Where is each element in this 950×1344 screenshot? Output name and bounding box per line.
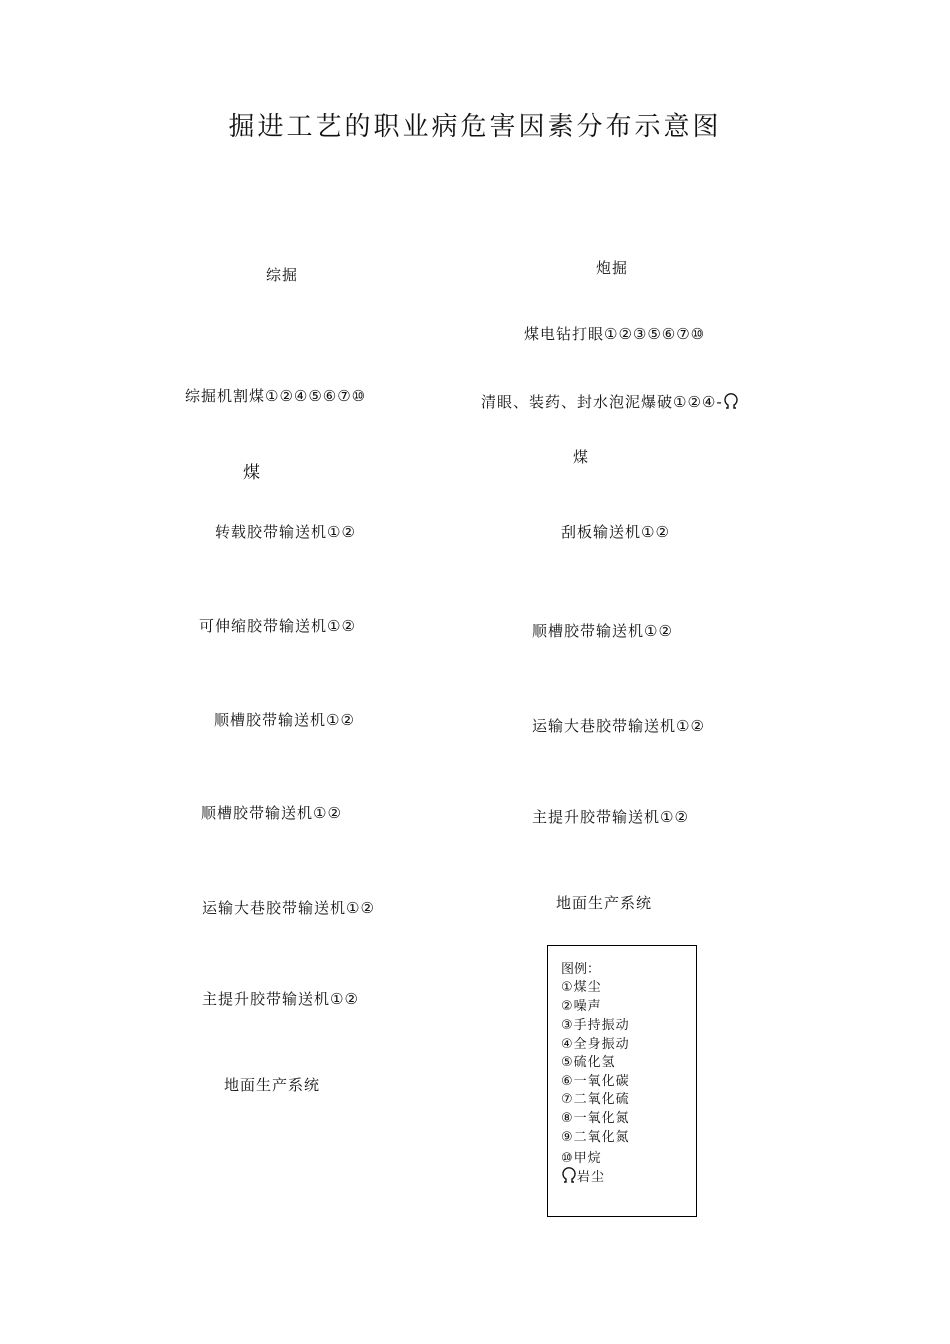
left-step-6: 顺槽胶带输送机①② (201, 804, 342, 822)
legend-item-coal-dust: ①煤尘 (561, 980, 602, 995)
right-step-5: 顺槽胶带输送机①② (532, 622, 673, 640)
left-column-header: 综掘 (266, 266, 299, 284)
legend-item-rock-dust-label: 岩尘 (577, 1170, 606, 1185)
legend-box (547, 945, 697, 1217)
legend-item-carbon-monoxide: ⑥一氧化碳 (561, 1074, 630, 1089)
left-step-7: 运输大巷胶带输送机①② (202, 899, 375, 917)
right-step-3: 煤 (573, 448, 590, 466)
left-step-8: 主提升胶带输送机①② (202, 990, 359, 1008)
page-title: 掘进工艺的职业病危害因素分布示意图 (228, 112, 722, 142)
legend-item-nitric-oxide: ⑧一氧化氮 (561, 1111, 630, 1126)
right-step-8: 地面生产系统 (556, 894, 653, 912)
left-step-3: 转载胶带输送机①② (215, 523, 356, 541)
right-column-header: 炮掘 (596, 259, 629, 277)
left-step-2: 煤 (243, 463, 261, 483)
omega-rock-dust-icon (561, 1167, 577, 1185)
left-step-1: 综掘机割煤①②④⑤⑥⑦⑩ (185, 387, 367, 405)
right-step-6: 运输大巷胶带输送机①② (532, 717, 705, 735)
left-step-9: 地面生产系统 (224, 1076, 321, 1094)
legend-item-whole-body-vibration: ④全身振动 (561, 1037, 630, 1052)
right-step-4: 刮板输送机①② (561, 523, 670, 541)
right-step-7: 主提升胶带输送机①② (532, 808, 689, 826)
left-step-4: 可伸缩胶带输送机①② (199, 617, 356, 635)
legend-item-hand-vibration: ③手持振动 (561, 1018, 630, 1033)
right-step-2-label: 清眼、装药、封水泡泥爆破①②④- (481, 393, 723, 411)
legend-item-nitrogen-dioxide: ⑨二氧化氮 (561, 1130, 630, 1145)
left-step-5: 顺槽胶带输送机①② (214, 711, 355, 729)
legend-item-sulfur-dioxide: ⑦二氧化硫 (561, 1092, 630, 1107)
legend-item-noise: ②噪声 (561, 999, 602, 1014)
legend-item-hydrogen-sulfide: ⑤硫化氢 (561, 1055, 616, 1070)
legend-item-rock-dust (561, 1166, 605, 1185)
omega-rock-dust-icon (723, 393, 739, 411)
legend-item-methane: ⑩甲烷 (561, 1151, 602, 1166)
right-step-1: 煤电钻打眼①②③⑤⑥⑦⑩ (524, 325, 706, 343)
right-step-2 (481, 391, 739, 412)
legend-title: 图例： (561, 962, 601, 977)
